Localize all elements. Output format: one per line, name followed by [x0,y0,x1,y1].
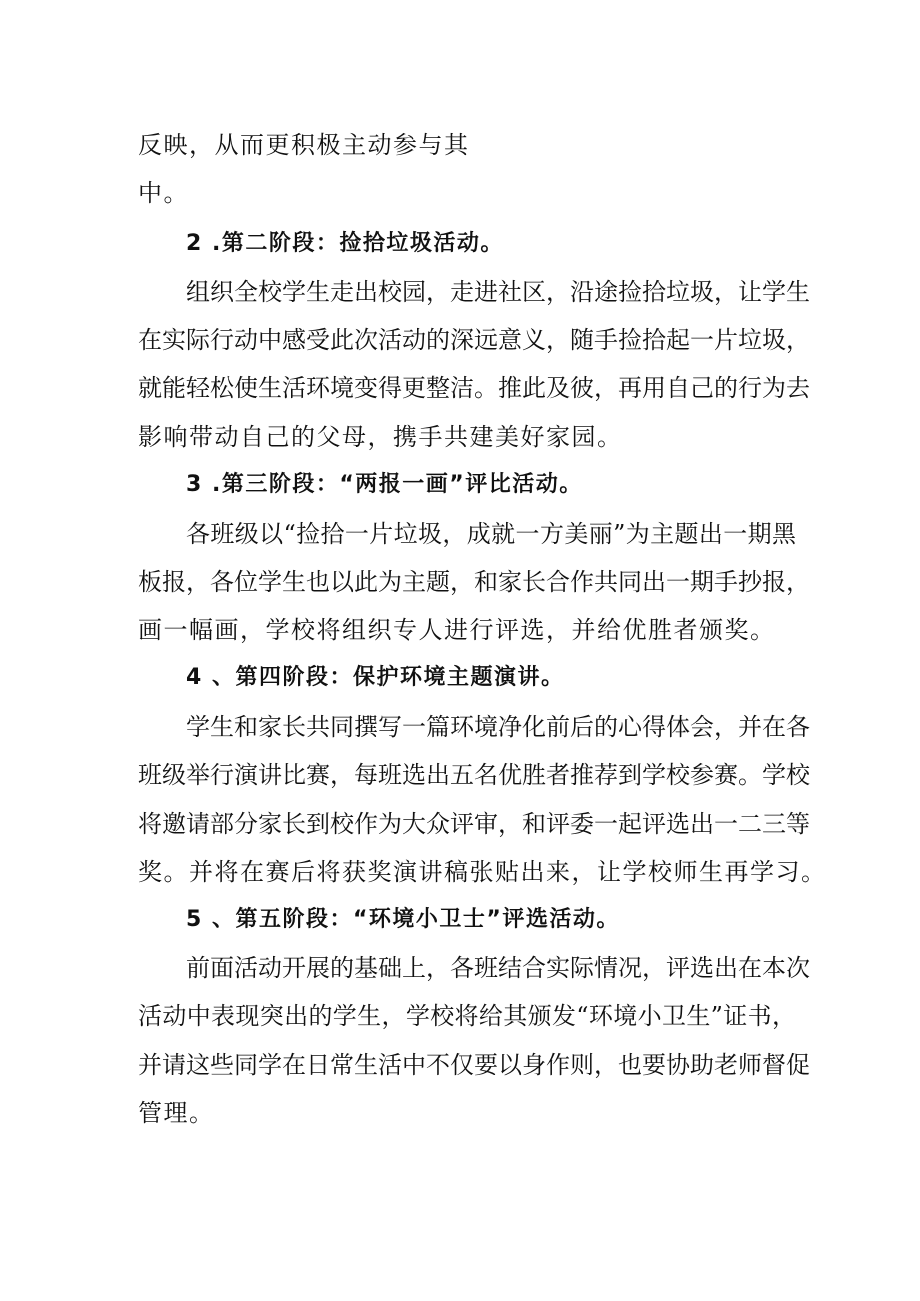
paragraph-line: 活动中表现突出的学生，学校将给其颁发“环境小卫生”证书， [138,1002,796,1030]
section-heading-stage-2: 2 .第二阶段：捡拾垃圾活动。 [186,231,504,256]
paragraph-line: 管理。 [138,1099,215,1127]
paragraph-line: 并请这些同学在日常生活中不仅要以身作则，也要协助老师督促 [138,1051,810,1079]
paragraph-line: 组织全校学生走出校园，走进社区，沿途捡拾垃圾，让学生 [186,278,810,306]
section-heading-stage-4: 4 、第四阶段：保护环境主题演讲。 [186,665,565,690]
body-text-line: 反映，从而更积极主动参与其 [138,131,470,159]
paragraph-line: 学生和家长共同撰写一篇环境净化前后的心得体会，并在各 [186,713,810,741]
section-heading-stage-5: 5 、第五阶段：“环境小卫士”评选活动。 [186,907,620,932]
paragraph-line: 将邀请部分家长到校作为大众评审，和评委一起评选出一二三等 [138,810,810,838]
paragraph-line: 奖。并将在赛后将获奖演讲稿张贴出来，让学校师生再学习。 [138,858,827,886]
paragraph-line: 在实际行动中感受此次活动的深远意义，随手捡拾起一片垃圾， [138,326,810,354]
paragraph-line: 画一幅画，学校将组织专人进行评选，并给优胜者颁奖。 [138,616,776,644]
paragraph-line: 班级举行演讲比赛，每班选出五名优胜者推荐到学校参赛。学校 [138,761,810,789]
paragraph-line: 前面活动开展的基础上，各班结合实际情况，评选出在本次 [186,954,810,982]
paragraph-line: 就能轻松使生活环境变得更整洁。推此及彼，再用自己的行为去 [138,374,810,402]
paragraph-line: 板报，各位学生也以此为主题，和家长合作共同出一期手抄报， [138,568,810,596]
paragraph-line: 各班级以“捡拾一片垃圾，成就一方美丽”为主题出一期黑 [186,520,796,548]
paragraph-line: 影响带动自己的父母，携手共建美好家园。 [138,423,623,451]
section-heading-stage-3: 3 .第三阶段：“两报一画”评比活动。 [186,472,583,497]
body-text-line: 中。 [138,179,189,207]
